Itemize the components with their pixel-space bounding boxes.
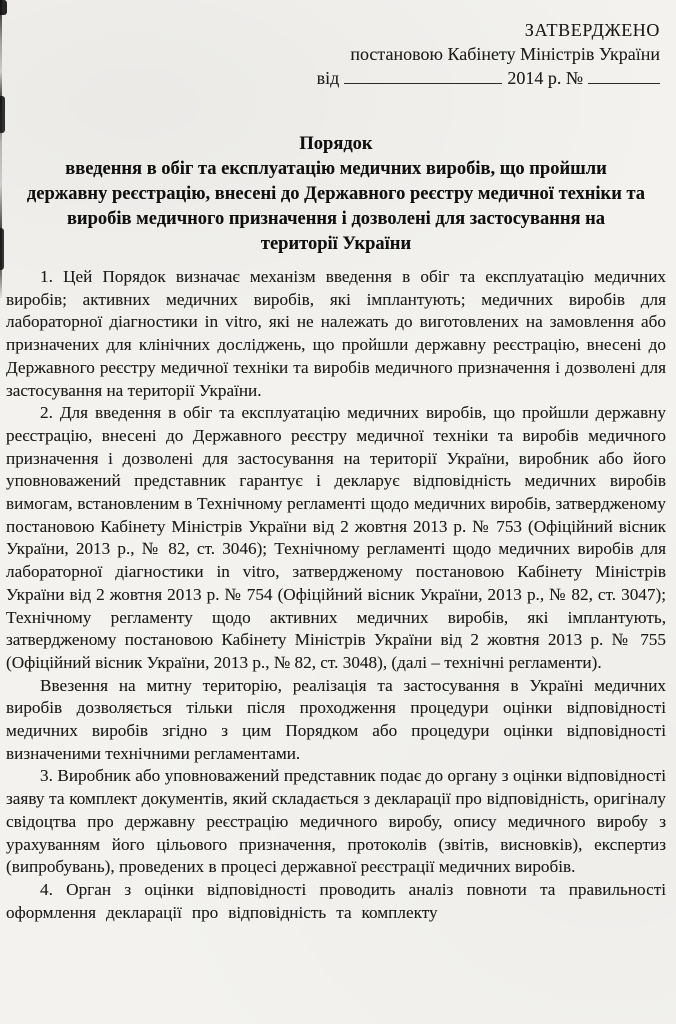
paragraph-4-truncated: 4. Орган з оцінки відповідності проводить аналіз повноти та правильності оформлення декларації про відповідність та комплекту bbox=[6, 879, 666, 922]
paragraph-2-continuation: Ввезення на митну територію, реалізація та застосування в Україні медичних виробів дозволяється тільки після проходження процедури оцінки відповідності медичних виробів згідно з цим Порядком або процедури оцінки відповідності визначеними технічними регламентами. bbox=[6, 675, 666, 763]
year-number-label: 2014 р. № bbox=[507, 68, 583, 88]
document-title bbox=[6, 132, 666, 257]
document-body bbox=[6, 266, 666, 924]
title-line: виробів медичного призначення і дозволені для застосування на bbox=[66, 209, 606, 229]
scan-artifact-blob bbox=[0, 0, 7, 15]
blank-date-field bbox=[344, 70, 502, 84]
approval-block bbox=[308, 18, 660, 90]
approval-authority: постановою Кабінету Міністрів України bbox=[350, 44, 660, 64]
scan-artifact-blob bbox=[0, 228, 4, 270]
approval-stamp-word: ЗАТВЕРДЖЕНО bbox=[524, 20, 660, 40]
title-line: території України bbox=[260, 234, 412, 254]
paragraph-1: 1. Цей Порядок визначає механізм введення в обіг та експлуатацію медичних виробів; активних медичних виробів, які імплантують; медичних виробів для лабораторної діагностики in vitro, які не належать до виготовлених на замовлення або призначених для клінічних досліджень, що пройшли державну реєстрацію, внесені до Державного реєстру медичної техніки та виробів медичного призначення і дозволені для застосування на території України. bbox=[6, 267, 666, 400]
paragraph-3: 3. Виробник або уповноважений представник подає до органу з оцінки відповідності заяву та комплект документів, який складається з декларації про відповідність, оригіналу свідоцтва про державну реєстрацію медичного виробу, опису медичного виробу з урахуванням його цільового призначення, протоколів (звітів, висновків), експертиз (випробувань), проведених в процесі державної реєстрації медичних виробів. bbox=[6, 766, 666, 877]
scan-artifact-blob bbox=[0, 96, 5, 133]
title-line: введення в обіг та експлуатацію медичних виробів, що пройшли bbox=[65, 159, 607, 179]
title-line: державну реєстрацію, внесені до Державного реєстру медичної техніки та bbox=[26, 184, 646, 204]
title-line: Порядок bbox=[299, 134, 373, 154]
approval-date-line bbox=[308, 66, 660, 90]
date-prefix-label: від bbox=[316, 68, 340, 88]
paragraph-2: 2. Для введення в обіг та експлуатацію медичних виробів, що пройшли державну реєстрацію, внесені до Державного реєстру медичної техніки та виробів медичного призначення і дозволені для застосування на території України, виробник або його уповноважений представник гарантує і декларує відповідність медичних виробів вимогам, встановленим в Технічному регламенті щодо медичних виробів, затвердженому постановою Кабінету Міністрів України від 2 жовтня 2013 р. № 753 (Офіційний вісник України, 2013 р., № 82, ст. 3046); Технічному регламенті щодо медичних виробів для лабораторної діагностики in vitro, затвердженому постановою Кабінету Міністрів України від 2 жовтня 2013 р. № 754 (Офіційний вісник України, 2013 р., № 82, ст. 3047); Технічному регламенту щодо активних медичних виробів, які імплантують, затвердженому постановою Кабінету Міністрів України від 2 жовтня 2013 р. № 755 (Офіційний вісник України, 2013 р., № 82, ст. 3048), (далі – технічні регламенти). bbox=[6, 403, 666, 672]
blank-number-field bbox=[588, 70, 660, 84]
